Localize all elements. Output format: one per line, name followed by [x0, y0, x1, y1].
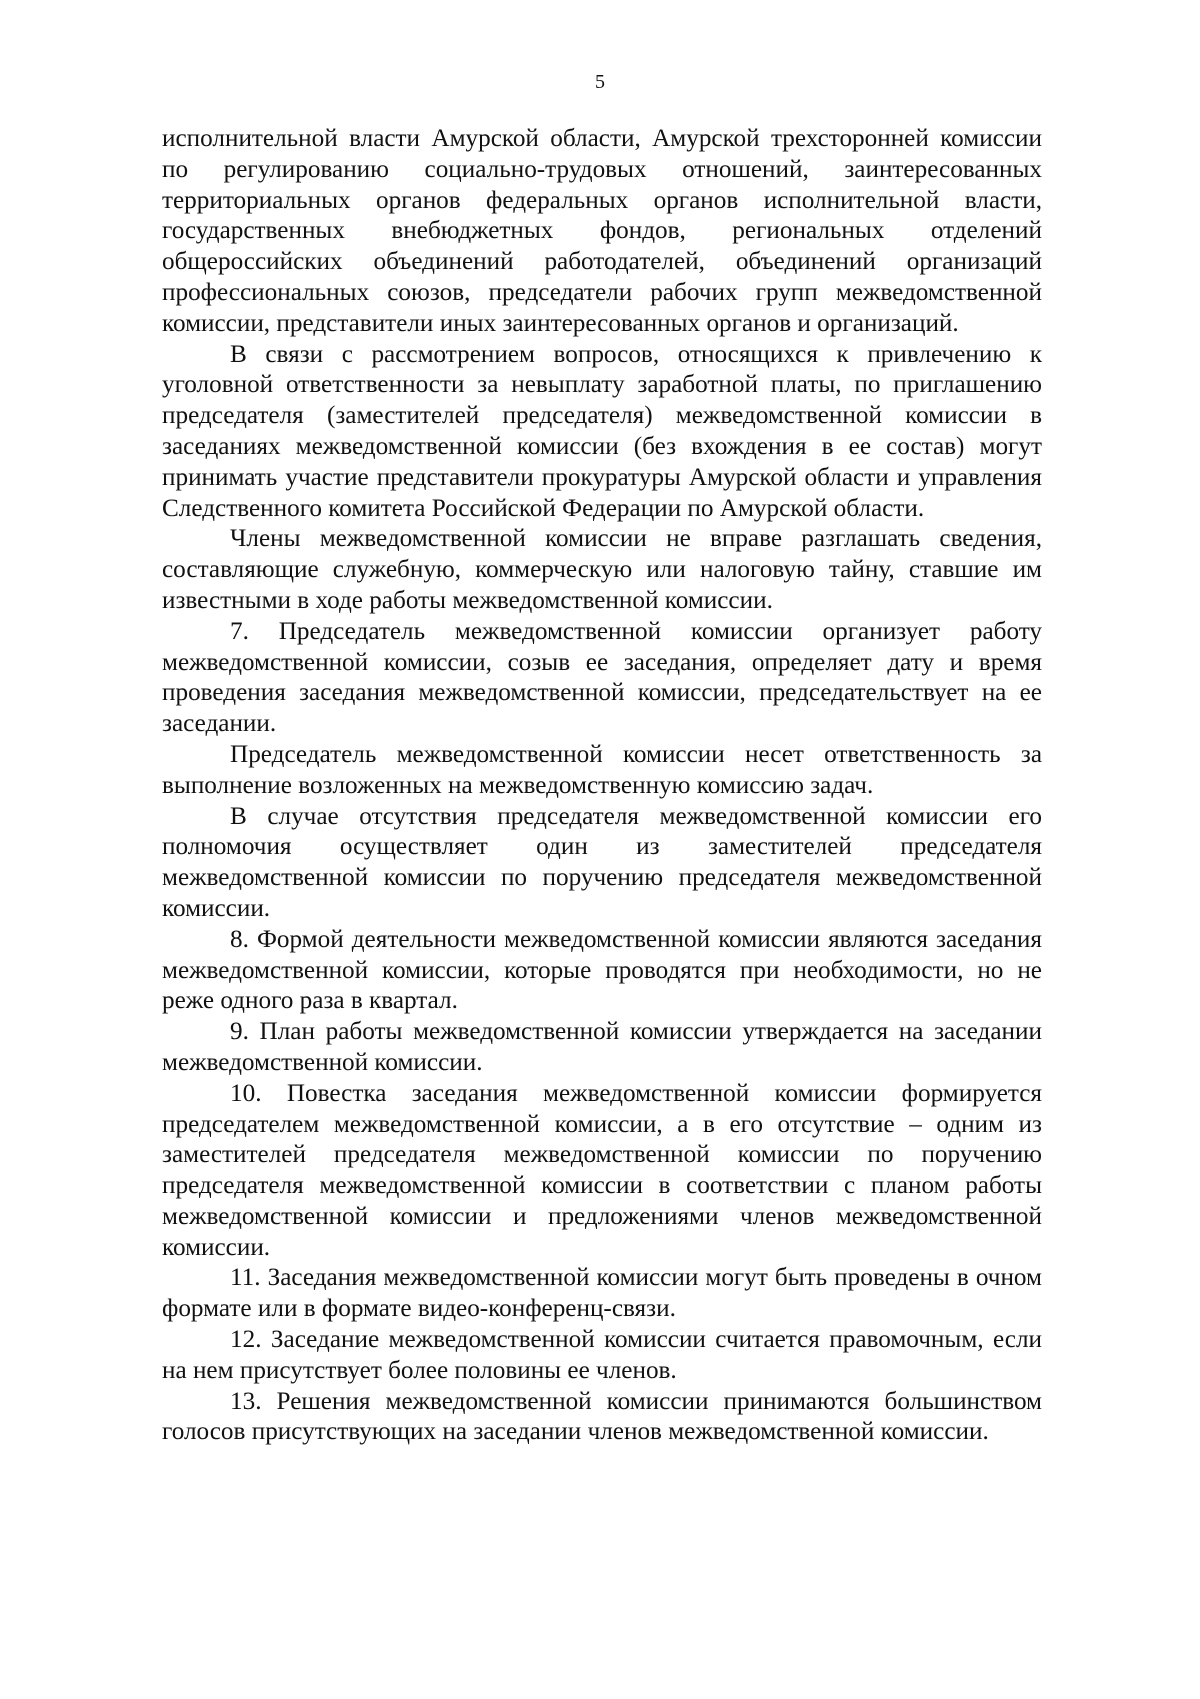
paragraph-item-8: 8. Формой деятельности межведомственной комиссии являются заседания межведомственной комиссии, которые проводятся при необходимости, но не реже одного раза в квартал.	[162, 925, 1042, 1015]
paragraph-continuation: исполнительной власти Амурской области, Амурской трехсторонней комиссии по регулированию социально-трудовых отношений, заинтересованных территориальных органов федеральных органов исполнительной власти, государственных внебюджетных фондов, региональных отделений общероссийских объединений работодателей, объединений организаций профессиональных союзов, председатели рабочих групп межведомственной комиссии, представители иных заинтересованных органов и организаций.	[162, 125, 1042, 337]
paragraph-item-13: 13. Решения межведомственной комиссии принимаются большинством голосов присутствующих на заседании членов межведомственной комиссии.	[162, 1387, 1042, 1446]
document-body	[162, 124, 1042, 1448]
paragraph-chair-absence: В случае отсутствия председателя межведомственной комиссии его полномочия осуществляет один из заместителей председателя межведомственной комиссии по поручению председателя межведомственной комиссии.	[162, 802, 1042, 922]
paragraph-chair-responsibility: Председатель межведомственной комиссии несет ответственность за выполнение возложенных на межведомственную комиссию задач.	[162, 740, 1042, 799]
paragraph-item-10: 10. Повестка заседания межведомственной комиссии формируется председателем межведомственной комиссии, а в его отсутствие – одним из заместителей председателя межведомственной комиссии по поручению председателя межведомственной комиссии в соответствии с планом работы межведомственной комиссии и предложениями членов межведомственной комиссии.	[162, 1079, 1042, 1261]
paragraph-item-12: 12. Заседание межведомственной комиссии считается правомочным, если на нем присутствует более половины ее членов.	[162, 1326, 1042, 1384]
paragraph-confidentiality: Члены межведомственной комиссии не вправе разглашать сведения, составляющие служебную, коммерческую или налоговую тайну, ставшие им известными в ходе работы межведомственной комиссии.	[162, 525, 1042, 614]
paragraph-item-9: 9. План работы межведомственной комиссии утверждается на заседании межведомственной комиссии.	[162, 1018, 1042, 1076]
page-number: 5	[595, 71, 605, 93]
paragraph-item-7: 7. Председатель межведомственной комиссии организует работу межведомственной комиссии, созыв ее заседания, определяет дату и время проведения заседания межведомственной комиссии, председательствует на ее заседании.	[162, 617, 1042, 738]
paragraph-item-11: 11. Заседания межведомственной комиссии могут быть проведены в очном формате или в формате видео-конференц-связи.	[162, 1264, 1042, 1323]
paragraph-prosecutor-participation: В связи с рассмотрением вопросов, относящихся к привлечению к уголовной ответственности за невыплату заработной платы, по приглашению председателя (заместителей председателя) межведомственной комиссии в заседаниях межведомственной комиссии (без вхождения в ее состав) могут принимать участие представители прокуратуры Амурской области и управления Следственного комитета Российской Федерации по Амурской области.	[162, 340, 1042, 522]
